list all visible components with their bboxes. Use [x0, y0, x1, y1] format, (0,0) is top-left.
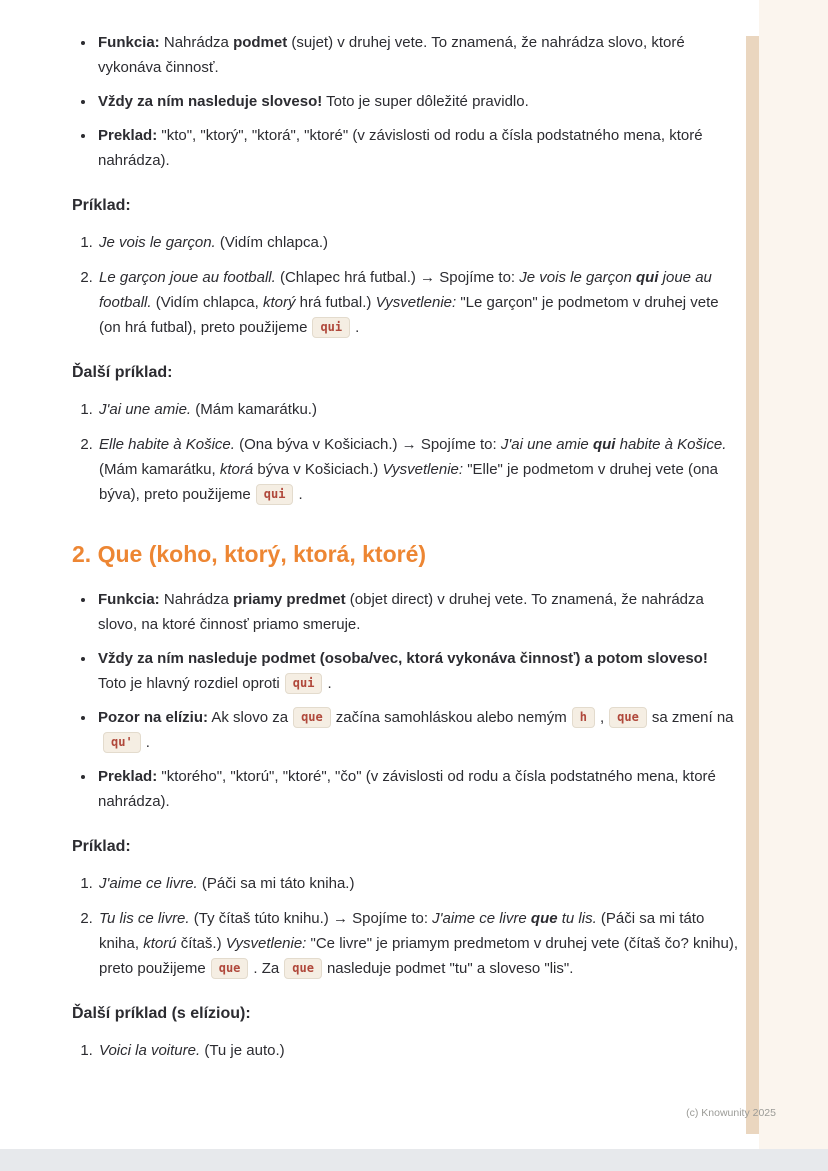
- text-segment: Elle habite à Košice.: [99, 436, 235, 453]
- section-title-que: 2. Que (koho, ktorý, ktorá, ktoré): [72, 541, 427, 567]
- inline-code-badge: qui: [312, 317, 350, 338]
- paragraph: [99, 269, 719, 336]
- qui-example-list: [72, 230, 738, 340]
- text-segment: .: [327, 675, 332, 692]
- que-example-list: [72, 871, 738, 981]
- text-segment: ktorý: [263, 294, 296, 311]
- inline-code-badge: h: [572, 707, 595, 728]
- paragraph: [99, 234, 328, 251]
- text-segment: (Vidím chlapca.): [215, 234, 328, 251]
- list-item: [97, 871, 738, 896]
- list-item: [96, 587, 738, 637]
- text-segment: "ktorého", "ktorú", "ktoré", "čo" (v závislosti od rodu a čísla podstatného mena, ktoré nahrádza).: [98, 768, 716, 810]
- text-segment: que: [530, 910, 558, 927]
- qui-more-example-list: [72, 397, 738, 507]
- text-segment: J'aime ce livre: [432, 910, 531, 927]
- text-segment: (Páči sa mi táto kniha.): [197, 875, 355, 892]
- text-segment: (objet direct) v druhej vete. To znamená, že nahrádza slovo, na ktoré činnosť priamo smeruje.: [98, 591, 704, 633]
- example-heading-que: Príklad:: [72, 838, 131, 855]
- text-segment: "kto", "ktorý", "ktorá", "ktoré" (v závislosti od rodu a čísla podstatného mena, ktoré nahrádza).: [98, 127, 703, 169]
- example-heading-qui: Príklad:: [72, 197, 131, 214]
- paragraph: [99, 1042, 285, 1059]
- text-segment: joue au football.: [99, 269, 712, 311]
- footer-copyright: (c) Knowunity 2025: [686, 1107, 776, 1119]
- text-segment: nasleduje podmet "tu" a sloveso "lis".: [326, 960, 574, 977]
- text-segment: J'ai une amie: [500, 436, 593, 453]
- text-segment: priamy predmet: [233, 591, 346, 608]
- text-segment: hrá futbal.): [295, 294, 376, 311]
- text-segment: Funkcia:: [98, 591, 160, 608]
- inline-code-badge: que: [284, 958, 322, 979]
- text-segment: (Ona býva v Košiciach.) → Spojíme to:: [234, 436, 501, 453]
- document-content: [72, 30, 738, 1073]
- paragraph: [98, 768, 716, 810]
- paragraph: [98, 93, 529, 110]
- list-item: [97, 906, 738, 981]
- text-segment: podmet: [233, 34, 288, 51]
- text-segment: (Páči sa mi táto kniha,: [99, 910, 705, 952]
- text-segment: Tu lis ce livre.: [99, 910, 190, 927]
- list-item: [96, 646, 738, 696]
- text-segment: Je vois le garçon.: [99, 234, 216, 251]
- inline-code-badge: qui: [285, 673, 323, 694]
- text-segment: sa zmení na: [651, 709, 734, 726]
- text-segment: qui: [636, 269, 659, 286]
- paragraph: [98, 709, 734, 751]
- text-segment: býva v Košiciach.): [253, 461, 383, 478]
- list-item: [96, 89, 738, 114]
- list-item: [96, 764, 738, 814]
- text-segment: .: [145, 734, 150, 751]
- text-segment: . Za: [253, 960, 280, 977]
- qui-bullet-list: [72, 30, 738, 173]
- text-segment: tu lis.: [557, 910, 597, 927]
- text-segment: .: [355, 319, 360, 336]
- text-segment: Vysvetlenie:: [382, 461, 464, 478]
- list-item: [96, 123, 738, 173]
- paragraph: [99, 875, 354, 892]
- text-segment: začína samohláskou alebo nemým: [335, 709, 567, 726]
- text-segment: (Chlapec hrá futbal.) → Spojíme to:: [275, 269, 520, 286]
- more-examples-heading-que: Ďalší príklad (s elíziou):: [72, 1005, 251, 1022]
- text-segment: (sujet) v druhej vete. To znamená, že nahrádza slovo, ktoré vykonáva činnosť.: [98, 34, 685, 76]
- list-item: [97, 1038, 738, 1063]
- que-more-example-list: [72, 1038, 738, 1063]
- list-item: [97, 397, 738, 422]
- list-item: [97, 265, 738, 340]
- text-segment: "Le garçon" je podmetom v druhej vete (on hrá futbal), preto použijeme: [99, 294, 719, 336]
- list-item: [97, 230, 738, 255]
- text-segment: Toto je super dôležité pravidlo.: [322, 93, 529, 110]
- list-item: [97, 432, 738, 507]
- paragraph: [99, 910, 738, 977]
- text-segment: (Ty čítaš túto knihu.) → Spojíme to:: [189, 910, 433, 927]
- paragraph: [98, 127, 703, 169]
- text-segment: (Vidím chlapca,: [151, 294, 263, 311]
- text-segment: Preklad:: [98, 127, 158, 144]
- text-segment: čítaš.): [176, 935, 226, 952]
- list-item: [96, 705, 738, 755]
- text-segment: Toto je hlavný rozdiel oproti: [98, 675, 280, 692]
- inline-code-badge: que: [293, 707, 331, 728]
- text-segment: (Mám kamarátku.): [191, 401, 317, 418]
- text-segment: ktorá: [219, 461, 254, 478]
- text-segment: J'aime ce livre.: [99, 875, 198, 892]
- paragraph: [98, 34, 685, 76]
- text-segment: Voici la voiture.: [99, 1042, 201, 1059]
- text-segment: qui: [592, 436, 616, 453]
- text-segment: (Tu je auto.): [200, 1042, 285, 1059]
- paragraph: [99, 401, 317, 418]
- text-segment: Vždy za ním nasleduje podmet (osoba/vec, ktorá vykonáva činnosť) a potom sloveso!: [98, 650, 708, 667]
- que-bullet-list: [72, 587, 738, 814]
- text-segment: Funkcia:: [98, 34, 160, 51]
- inline-code-badge: qu': [103, 732, 141, 753]
- more-examples-heading-qui: Ďalší príklad:: [72, 364, 173, 381]
- text-segment: Vysvetlenie:: [225, 935, 307, 952]
- text-segment: Je vois le garçon: [519, 269, 636, 286]
- text-segment: Nahrádza: [159, 34, 234, 51]
- paragraph: [98, 591, 704, 633]
- text-segment: (Mám kamarátku,: [99, 461, 220, 478]
- paragraph: [99, 436, 726, 503]
- page-edge-stripe: [746, 36, 759, 1134]
- inline-code-badge: que: [609, 707, 647, 728]
- paragraph: [98, 650, 708, 692]
- list-item: [96, 30, 738, 80]
- text-segment: ktorú: [143, 935, 177, 952]
- text-segment: Nahrádza: [159, 591, 234, 608]
- text-segment: .: [298, 486, 303, 503]
- text-segment: Vždy za ním nasleduje sloveso!: [98, 93, 323, 110]
- text-segment: "Elle" je podmetom v druhej vete (ona býva), preto použijeme: [99, 461, 718, 503]
- text-segment: Ak slovo za: [208, 709, 289, 726]
- text-segment: habite à Košice.: [615, 436, 727, 453]
- inline-code-badge: qui: [256, 484, 294, 505]
- text-segment: Le garçon joue au football.: [99, 269, 276, 286]
- text-segment: "Ce livre" je priamym predmetom v druhej vete (čítaš čo? knihu), preto použijeme: [99, 935, 738, 977]
- text-segment: Preklad:: [98, 768, 158, 785]
- page-margin-band: [759, 0, 828, 1149]
- text-segment: ,: [599, 709, 605, 726]
- text-segment: Vysvetlenie:: [375, 294, 457, 311]
- inline-code-badge: que: [211, 958, 249, 979]
- text-segment: J'ai une amie.: [99, 401, 192, 418]
- text-segment: Pozor na elíziu:: [98, 709, 209, 726]
